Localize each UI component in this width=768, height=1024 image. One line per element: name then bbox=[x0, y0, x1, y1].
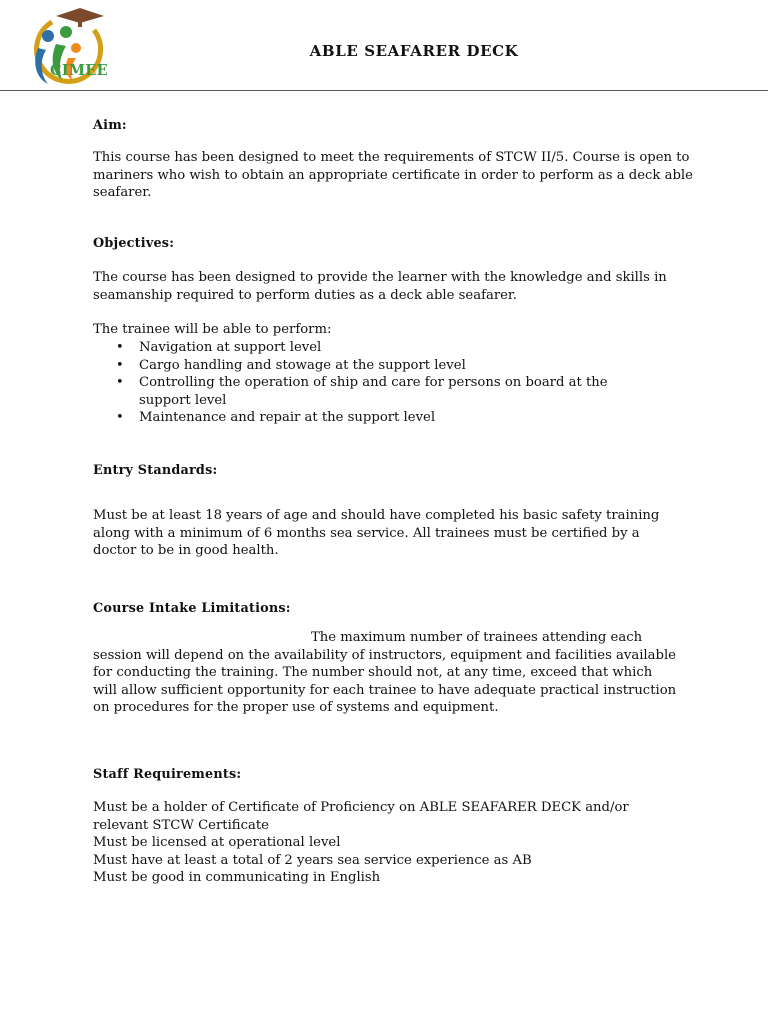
objectives-list bbox=[93, 339, 693, 427]
staff-line: Must be a holder of Certificate of Proficiency on ABLE SEAFARER DECK and/or relevant STCW Certificate bbox=[93, 800, 629, 833]
aim-heading: Aim: bbox=[93, 118, 127, 133]
header-divider bbox=[0, 90, 768, 91]
list-item: • Maintenance and repair at the support level bbox=[93, 409, 693, 427]
document-title: ABLE SEAFARER DECK bbox=[309, 42, 519, 60]
objectives-paragraph: The course has been designed to provide the learner with the knowledge and skills in seamanship required to perform duties as a deck able seafarer. bbox=[93, 270, 667, 303]
staff-line: Must be good in communicating in English bbox=[93, 870, 381, 886]
staff-lines bbox=[93, 799, 663, 887]
page-header bbox=[0, 0, 768, 92]
staff-line: Must have at least a total of 2 years sea service experience as AB bbox=[93, 852, 532, 868]
list-item: • Controlling the operation of ship and care for persons on board at the support level bbox=[93, 374, 693, 409]
logo-text: CIMEE bbox=[50, 62, 108, 79]
list-item: • Navigation at support level bbox=[93, 339, 693, 357]
objectives-heading: Objectives: bbox=[93, 236, 175, 251]
staff-heading: Staff Requirements: bbox=[93, 767, 242, 782]
aim-paragraph: This course has been designed to meet the requirements of STCW II/5. Course is open to mariners who wish to obtain an appropriate certificate in order to perform as a deck able seafarer. bbox=[93, 150, 693, 201]
list-item: • Cargo handling and stowage at the support level bbox=[93, 357, 693, 375]
intake-heading: Course Intake Limitations: bbox=[93, 601, 291, 616]
staff-line: Must be licensed at operational level bbox=[93, 835, 341, 851]
entry-standards-paragraph: Must be at least 18 years of age and should have completed his basic safety training along with a minimum of 6 months sea service. All trainees must be certified by a doctor to be in good health. bbox=[93, 508, 660, 559]
intake-paragraph: The maximum number of trainees attending each session will depend on the availability of instructors, equipment and facilities available for conducting the training. The number should not, at any time, exceed that which will allow sufficient opportunity for each trainee to have adequate practical instruction on procedures for the proper use of systems and equipment. bbox=[93, 630, 677, 716]
objectives-intro: The trainee will be able to perform: bbox=[93, 322, 332, 337]
entry-standards-heading: Entry Standards: bbox=[93, 463, 218, 478]
